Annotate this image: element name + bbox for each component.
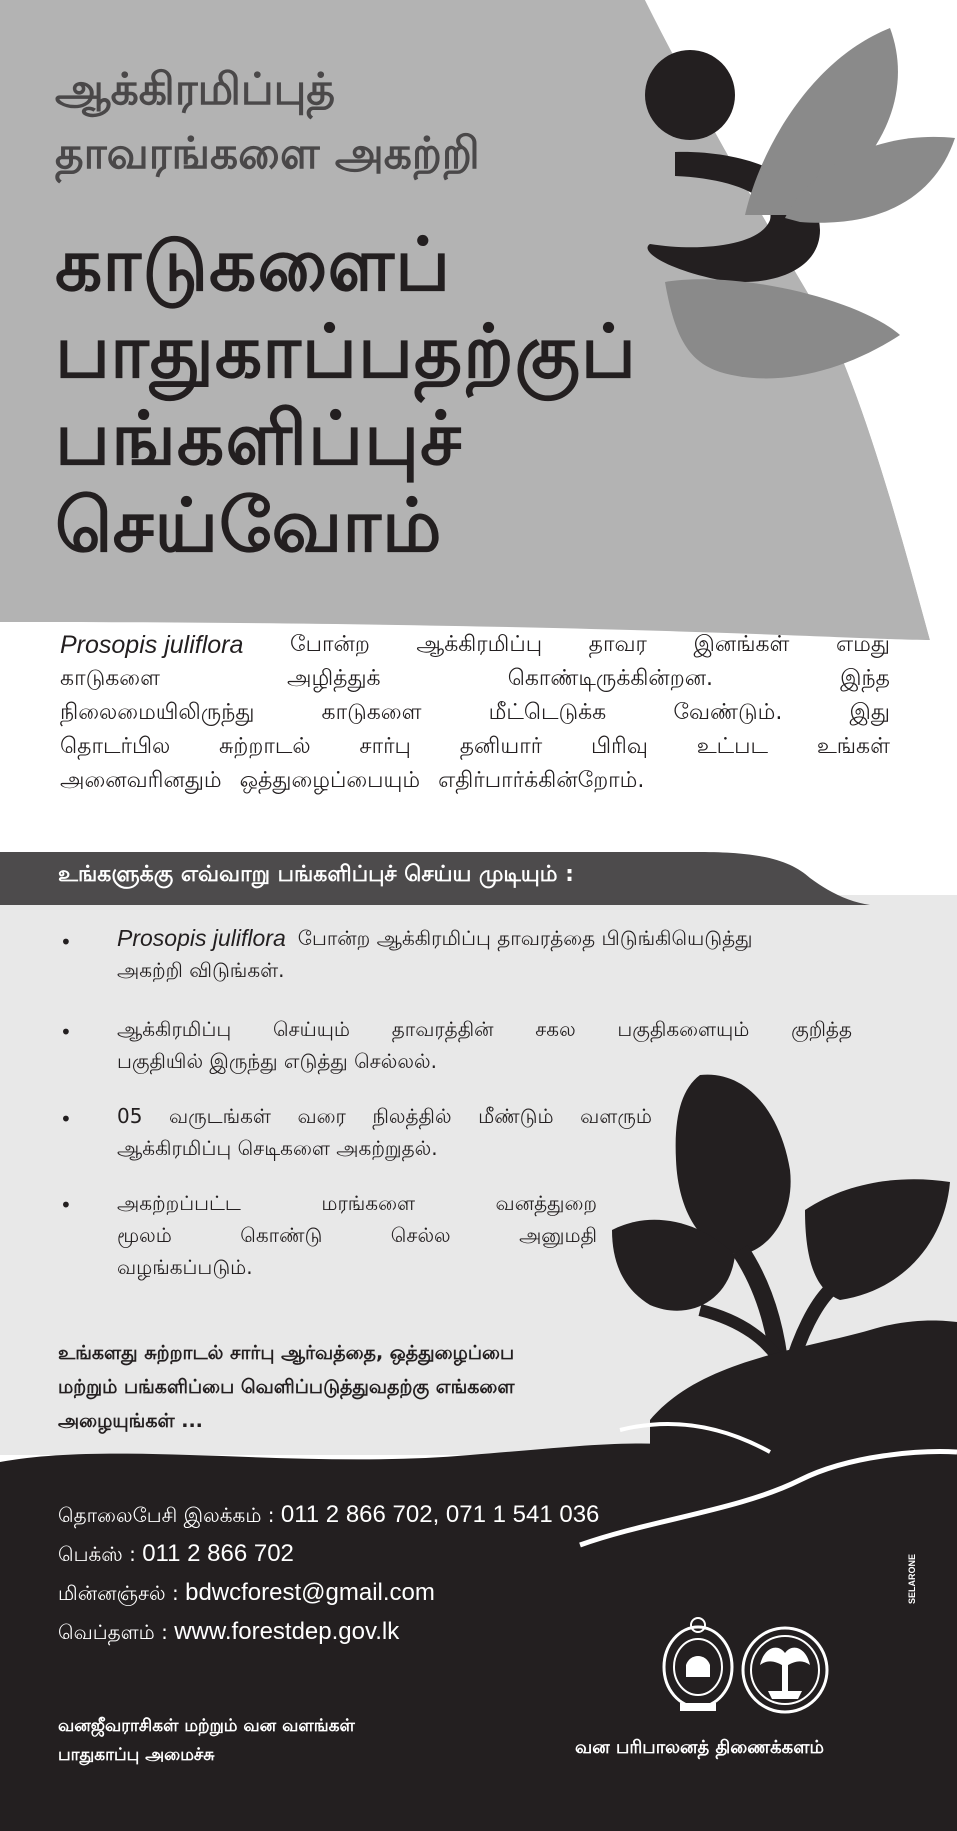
intro-line: [60, 764, 890, 798]
web-label: வெப்தளம் :: [58, 1620, 168, 1644]
intro-word: தொடர்பில: [60, 734, 171, 759]
bullet-word: வனத்துறை: [495, 1191, 597, 1215]
header-subtitle: [55, 58, 480, 186]
intro-word: எமது: [835, 632, 890, 657]
bullet-word: 05: [117, 1104, 143, 1128]
bullet-word: குறித்த: [791, 1017, 852, 1041]
bullet-marker: •: [60, 930, 72, 954]
title-line: பாதுகாப்பதற்குப்: [55, 309, 637, 395]
bullet-item: [117, 1013, 852, 1077]
cta-line: அழையுங்கள் ...: [58, 1410, 203, 1432]
bullet-line: [117, 1219, 597, 1251]
section-heading: உங்களுக்கு எவ்வாறு பங்களிப்புச் செய்ய முடியும் :: [58, 862, 574, 887]
bullet-word: வளரும்: [580, 1104, 652, 1128]
intro-word: காடுகளை: [321, 700, 422, 725]
bullet-line: [117, 1100, 652, 1132]
ministry-name: [58, 1712, 355, 1770]
bullet-text: போன்ற ஆக்கிரமிப்பு தாவரத்தை பிடுங்கியெடுத்து: [297, 926, 753, 950]
title-line: காடுகளைப்: [55, 222, 452, 308]
intro-word: போன்ற: [290, 632, 370, 657]
bullet-word: மூலம்: [117, 1223, 172, 1247]
bullet-line: [117, 922, 857, 954]
intro-line: [60, 662, 890, 696]
intro-word: மீட்டெடுக்க: [488, 700, 607, 725]
bullet-word: வருடங்கள்: [168, 1104, 271, 1128]
cta-line: உங்களது சுற்றாடல் சார்பு ஆர்வத்தை, ஒத்துழைப்பை: [58, 1342, 515, 1364]
intro-word: தனியார்: [459, 734, 543, 759]
bullet-word: நிலத்தில்: [372, 1104, 452, 1128]
intro-word: ஆக்கிரமிப்பு: [416, 632, 543, 657]
bullet-word: அகற்றப்பட்ட: [117, 1191, 241, 1215]
intro-word: அனைவரினதும்: [60, 768, 222, 793]
bullet-word: ஆக்கிரமிப்பு: [117, 1017, 232, 1041]
bullet-line: ஆக்கிரமிப்பு செடிகளை அகற்றுதல்.: [117, 1136, 438, 1160]
fax-label: பெக்ஸ் :: [58, 1542, 136, 1566]
bullet-word: அனுமதி: [519, 1223, 597, 1247]
contact-email: [58, 1578, 435, 1608]
bullet-word: செய்யும்: [272, 1017, 351, 1041]
intro-word: இனங்கள்: [693, 632, 790, 657]
contact-fax: [58, 1539, 294, 1569]
intro-paragraph: [60, 628, 890, 798]
bullet-word: சகல: [535, 1017, 576, 1041]
bullet-word: மரங்களை: [321, 1191, 416, 1215]
intro-word: சுற்றாடல்: [219, 734, 311, 759]
email-label: மின்னஞ்சல் :: [58, 1581, 179, 1605]
sri-lanka-emblem-icon: [658, 1615, 738, 1715]
species-name: Prosopis juliflora: [117, 925, 286, 951]
intro-line: [60, 730, 890, 764]
bullet-item: [117, 1187, 597, 1283]
bullet-word: செல்ல: [390, 1223, 451, 1247]
contact-phone: [58, 1500, 599, 1530]
fax-value: 011 2 866 702: [142, 1540, 294, 1567]
phone-value[interactable]: 011 2 866 702, 071 1 541 036: [280, 1501, 600, 1528]
bullet-line: வழங்கப்படும்.: [117, 1255, 253, 1279]
intro-word: காடுகளை: [60, 666, 160, 691]
intro-word: இந்த: [840, 666, 890, 691]
intro-word: பிரிவு: [590, 734, 648, 759]
bullet-word: மீண்டும்: [478, 1104, 554, 1128]
phone-label: தொலைபேசி இலக்கம் :: [58, 1503, 275, 1527]
intro-word: நிலைமையிலிருந்து: [60, 700, 255, 725]
header-title: [55, 222, 637, 570]
intro-word: அழித்துக்: [287, 666, 381, 691]
bullet-line: பகுதியில் இருந்து எடுத்து செல்லல்.: [117, 1049, 437, 1073]
bullet-line: அகற்றி விடுங்கள்.: [117, 958, 285, 982]
bullet-word: தாவரத்தின்: [391, 1017, 494, 1041]
intro-word: இது: [849, 700, 890, 725]
contact-web: [58, 1617, 399, 1647]
intro-word: கொண்டிருக்கின்றன.: [507, 666, 714, 691]
subtitle-line: தாவரங்களை அகற்றி: [55, 128, 480, 179]
call-to-action: [58, 1336, 515, 1438]
bullet-marker: •: [60, 1020, 72, 1044]
bullet-marker: •: [60, 1107, 72, 1131]
cta-line: மற்றும் பங்களிப்பை வெளிப்படுத்துவதற்கு எங்களை: [58, 1376, 515, 1398]
website-link[interactable]: www.forestdep.gov.lk: [174, 1618, 400, 1645]
intro-word: உட்பட: [696, 734, 769, 759]
bullet-marker: •: [60, 1193, 72, 1217]
bullet-item: [117, 1100, 652, 1164]
intro-word: தாவர: [588, 632, 647, 657]
title-line: செய்வோம்: [55, 483, 443, 569]
email-link[interactable]: bdwcforest@gmail.com: [185, 1579, 435, 1606]
bullet-word: வரை: [297, 1104, 346, 1128]
intro-word: ஒத்துழைப்பையும்: [239, 768, 421, 793]
department-name: வன பரிபாலனத் திணைக்களம்: [575, 1737, 824, 1758]
bullet-word: கொண்டு: [240, 1223, 323, 1247]
subtitle-line: ஆக்கிரமிப்புத்: [55, 64, 336, 115]
intro-word: எதிர்பார்க்கின்றோம்.: [438, 768, 645, 793]
bullet-item: [117, 922, 857, 986]
agency-mark: [929, 1560, 943, 1622]
intro-word: உங்கள்: [816, 734, 890, 759]
bullet-word: பகுதிகளையும்: [617, 1017, 750, 1041]
intro-word: வேண்டும்.: [673, 700, 783, 725]
intro-line: [60, 628, 890, 662]
bullet-line: [117, 1013, 852, 1045]
forest-department-logo-icon: [740, 1625, 830, 1715]
bullet-line: [117, 1187, 597, 1219]
ministry-line: பாதுகாப்பு அமைச்சு: [58, 1745, 215, 1765]
intro-word: சார்பு: [359, 734, 411, 759]
agency-mark-text: [907, 1590, 917, 1604]
intro-line: [60, 696, 890, 730]
ministry-line: வனஜீவராசிகள் மற்றும் வன வளங்கள்: [58, 1716, 355, 1736]
species-name: Prosopis juliflora: [60, 631, 244, 659]
title-line: பங்களிப்புச்: [55, 396, 463, 482]
